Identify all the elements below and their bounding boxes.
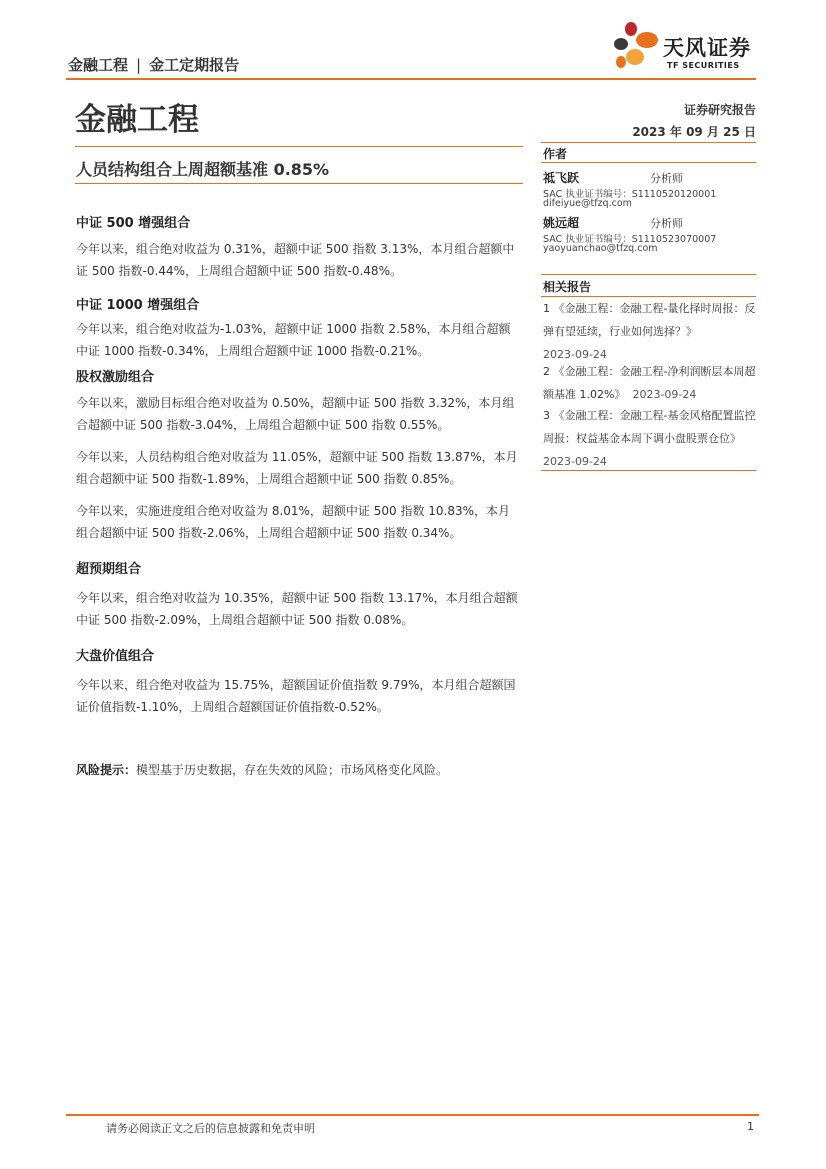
author-role-1: 分析师 (650, 172, 683, 185)
author-email-2[interactable]: yaoyuanchao@tfzq.com (543, 243, 658, 254)
related-report-3[interactable] (543, 404, 759, 473)
risk-label: 风险提示： (76, 763, 137, 777)
logo-name-en: TF SECURITIES (667, 61, 740, 70)
report-subtitle: 人员结构组合上周超额基准 0.85% (76, 160, 330, 179)
page-title: 金融工程 (75, 102, 199, 138)
related-report-date: 2023-09-24 (632, 388, 697, 401)
footer-disclaimer: 请务必阅读正文之后的信息披露和免责申明 (106, 1122, 315, 1135)
section-heading-large-cap-value: 大盘价值组合 (76, 649, 155, 664)
section-text-incentive-target: 今年以来，激励目标组合绝对收益为 0.50%，超额中证 500 指数 3.32%，本月组合超额中证 500 指数-3.04%，上周组合超额中证 500 指数 0.55%。 (76, 396, 515, 432)
logo-flower-icon (611, 20, 663, 74)
related-report-1[interactable] (543, 297, 759, 366)
footer-rule (66, 1114, 759, 1116)
related-report-title: 2 《金融工程：金融工程-净利润断层本周超额基准 1.02%》 (543, 365, 756, 401)
report-date: 2023 年 09 月 25 日 (632, 125, 756, 139)
section-heading-equity-incentive: 股权激励组合 (76, 370, 155, 385)
related-report-2[interactable] (543, 360, 759, 406)
page-number: 1 (747, 1120, 754, 1133)
logo-name-cn: 天风证券 (663, 36, 751, 60)
author-name-2: 姚远超 (543, 216, 580, 230)
title-rule-top (75, 146, 523, 147)
risk-warning (76, 761, 448, 778)
section-text-personnel-structure: 今年以来，人员结构组合绝对收益为 11.05%，超额中证 500 指数 13.87%，本月组合超额中证 500 指数-1.89%，上周组合超额中证 500 指数 0.85%。 (76, 450, 518, 486)
section-heading-beyond-expectation: 超预期组合 (76, 562, 142, 577)
related-report-title: 1 《金融工程：金融工程-量化择时周报：反弹有望延续，行业如何选择？》 (543, 302, 756, 338)
section-text-csi1000: 今年以来，组合绝对收益为-1.03%，超额中证 1000 指数 2.58%，本月组合超额中证 1000 指数-0.34%，上周组合超额中证 1000 指数-0.21%。 (76, 322, 511, 358)
report-type: 证券研究报告 (683, 103, 756, 117)
risk-text: 模型基于历史数据，存在失效的风险；市场风格变化风险。 (136, 763, 449, 777)
author-sac-1: SAC 执业证书编号：S1110520120001 (543, 189, 717, 200)
company-logo (611, 20, 761, 74)
section-heading-csi1000: 中证 1000 增强组合 (76, 298, 200, 313)
related-rule-top (541, 274, 756, 275)
related-report-title: 3 《金融工程：金融工程-基金风格配置监控周报：权益基金本周下调小盘股票仓位》 (543, 409, 756, 445)
related-reports-label: 相关报告 (543, 280, 592, 294)
author-role-2: 分析师 (650, 217, 683, 230)
related-report-date: 2023-09-24 (543, 455, 607, 468)
related-rule-bottom (541, 470, 756, 471)
section-heading-csi500: 中证 500 增强组合 (76, 216, 191, 231)
header-category: 金融工程 (68, 56, 129, 74)
header-separator: | (136, 56, 142, 74)
sidebar-rule-top (541, 142, 756, 143)
author-sac-2: SAC 执业证书编号：S1110523070007 (543, 234, 717, 245)
header-rule (66, 78, 756, 80)
section-text-beyond-expectation: 今年以来，组合绝对收益为 10.35%，超额中证 500 指数 13.17%，本月组合超额中证 500 指数-2.09%，上周组合超额中证 500 指数 0.08%。 (76, 591, 518, 627)
section-text-csi500: 今年以来，组合绝对收益为 0.31%，超额中证 500 指数 3.13%，本月组合超额中证 500 指数-0.44%，上周组合超额中证 500 指数-0.48%。 (76, 242, 515, 278)
header-title (68, 54, 239, 75)
section-text-large-cap-value: 今年以来，组合绝对收益为 15.75%，超额国证价值指数 9.79%，本月组合超额国证价值指数-1.10%，上周组合超额国证价值指数-0.52%。 (76, 678, 516, 714)
author-email-1[interactable]: difeiyue@tfzq.com (543, 198, 632, 209)
title-rule-bottom (75, 183, 523, 184)
related-report-date: 2023-09-24 (543, 348, 607, 361)
authors-label: 作者 (543, 147, 568, 161)
section-text-implementation-progress: 今年以来，实施进度组合绝对收益为 8.01%，超额中证 500 指数 10.83%，本月组合超额中证 500 指数-2.06%，上周组合超额中证 500 指数 0.34%。 (76, 504, 511, 540)
authors-rule (541, 162, 756, 163)
author-name-1: 祗飞跃 (543, 171, 580, 185)
header-series: 金工定期报告 (149, 56, 240, 74)
